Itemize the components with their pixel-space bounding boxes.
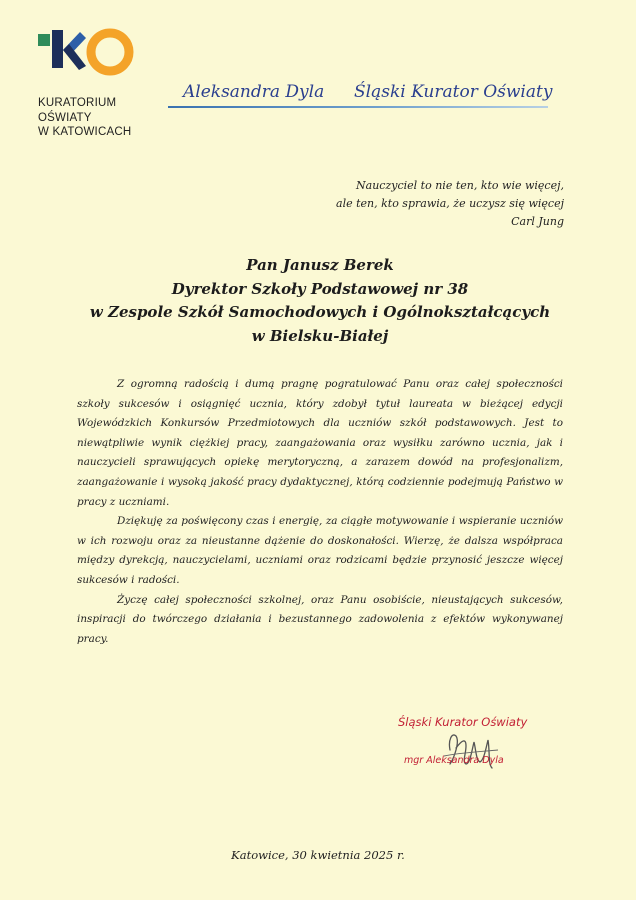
addressee-city: w Bielsku-Białej: [251, 326, 389, 345]
quote-line-1: Nauczyciel to nie ten, kto wie więcej,: [356, 179, 564, 192]
letter-date: Katowice, 30 kwietnia 2025 r.: [231, 848, 405, 862]
body-paragraph-3: Życzę całej społeczności szkolnej, oraz Panu osobiście, nieustających sukcesów, inspiracji do twórczego działania i bezustannego zadowolenia z efektów wykonywanej pracy.: [77, 593, 563, 645]
body-paragraph-2: Dziękuję za poświęcony czas i energię, za ciągłe motywowanie i wspieranie uczniów w ich rozwoju oraz za nieustanne dążenie do doskonałości. Wierzę, że dalsza współpraca między dyrekcją, nauczycielami, uczniami oraz rodzicami będzie przynosić jeszcze więcej sukcesów i radości.: [77, 515, 563, 586]
organization-line-1: KURATORIUM: [38, 97, 117, 109]
header-title: Śląski Kurator Oświaty: [354, 82, 553, 102]
header-divider: [168, 106, 548, 108]
addressee-position: Dyrektor Szkoły Podstawowej nr 38: [171, 279, 469, 298]
organization-name: [38, 96, 131, 140]
addressee-name: Pan Janusz Berek: [246, 256, 394, 274]
body-paragraph-1: Z ogromną radością i dumą pragnę pogratulować Panu oraz całej społeczności szkoły sukcesów i osiągnięć ucznia, który zdobył tytuł laureata w bieżącej edycji Wojewódzkich Konkursów Przedmiotowych dla uczniów szkół podstawowych. Jest to niewątpliwie wynik ciężkiej pracy, zaangażowania oraz wysiłku zarówno ucznia, jak i nauczycieli sprawujących opiekę merytoryczną, a zarazem dowód na profesjonalizm, zaangażowanie i wysoką jakość pracy dydaktycznej, którą codziennie podejmują Państwo w pracy z uczniami.: [77, 378, 563, 508]
kuratorium-logo-icon: [36, 26, 146, 80]
signature-title: Śląski Kurator Oświaty: [398, 715, 528, 729]
epigraph-quote: [244, 177, 564, 231]
organization-line-2: OŚWIATY: [38, 111, 92, 124]
letter-body: [77, 375, 563, 649]
quote-author: Carl Jung: [511, 215, 564, 228]
organization-line-3: W KATOWICACH: [38, 126, 132, 138]
handwritten-signature-icon: [436, 720, 506, 776]
quote-line-2: ale ten, kto sprawia, że uczysz się więcej: [336, 197, 564, 210]
header-name: Aleksandra Dyla: [183, 82, 325, 102]
addressee-block: [70, 254, 570, 348]
signature-name: mgr Aleksandra Dyla: [404, 755, 504, 766]
addressee-school: w Zespole Szkół Samochodowych i Ogólnokształcących: [89, 303, 551, 321]
